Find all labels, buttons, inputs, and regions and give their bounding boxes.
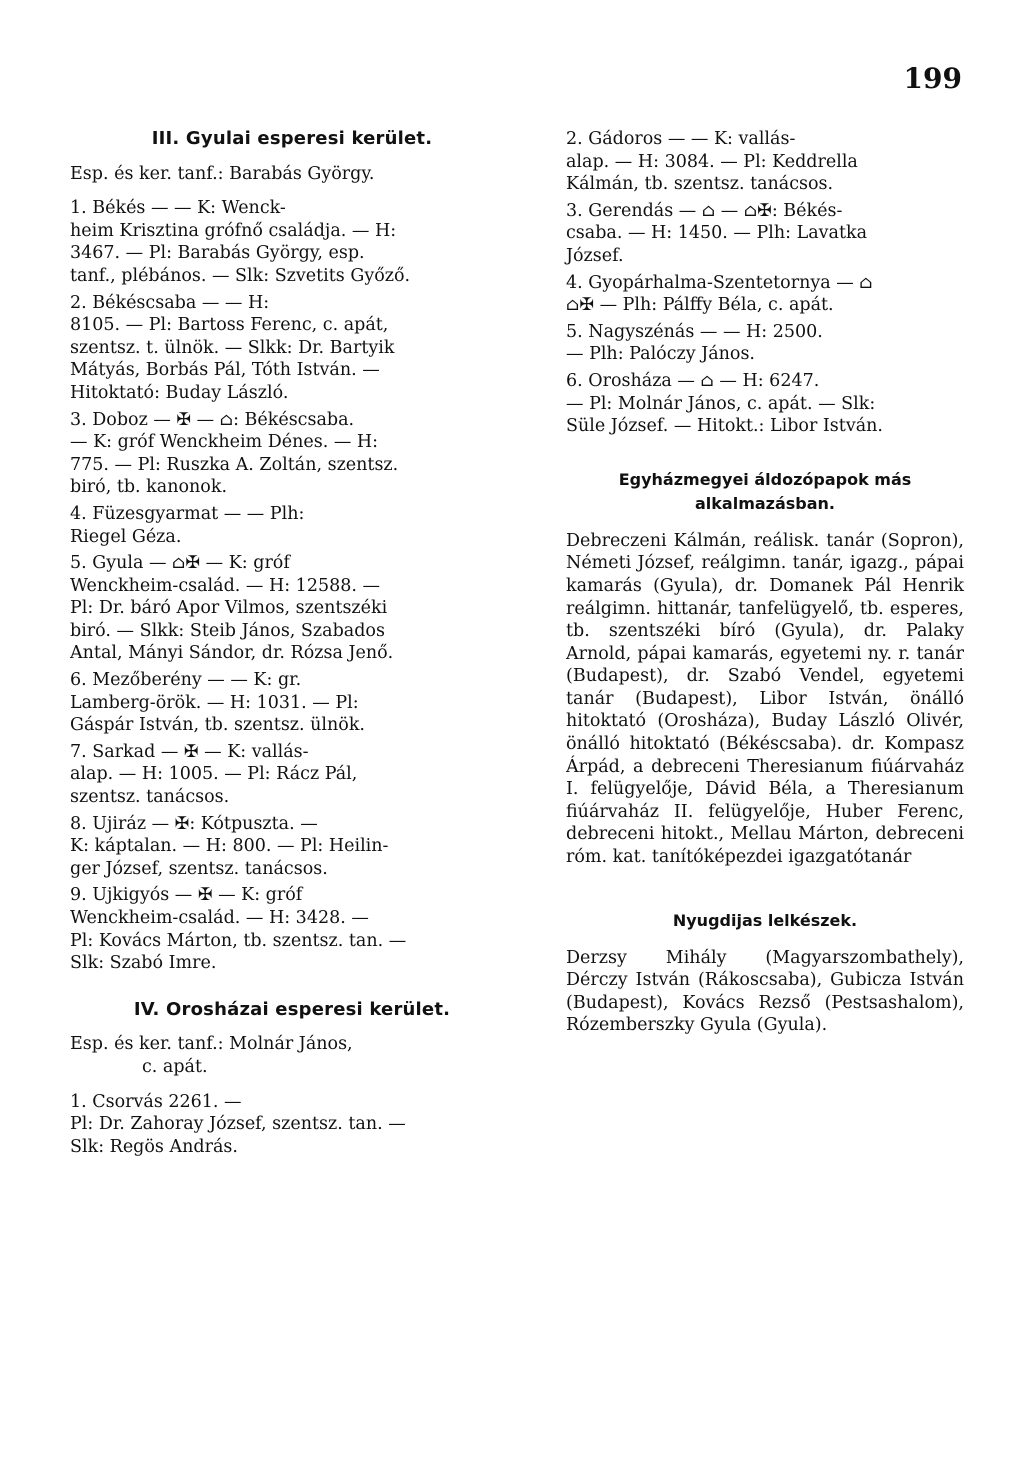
- entry-line: 5. Gyula — ⌂✠ — K: gróf: [70, 553, 290, 574]
- entry-line: 6. Mezőberény — — K: gr.: [70, 670, 302, 691]
- parish-entry: [70, 292, 514, 405]
- entry-line: Riegel Géza.: [70, 526, 182, 547]
- parish-entry: [566, 321, 964, 366]
- entry-line: — K: gróf Wenckheim Dénes. — H:: [70, 432, 379, 453]
- entry-line: 7. Sarkad — ✠ — K: vallás-: [70, 741, 309, 762]
- parish-entry: [70, 741, 514, 809]
- parish-list: [70, 1091, 514, 1159]
- parish-entry: [566, 200, 964, 268]
- entry-line: ⌂✠ — Plh: Pálffy Béla, c. apát.: [566, 295, 834, 316]
- entry-line: Gáspár István, tb. szentsz. ülnök.: [70, 715, 365, 736]
- entry-line: — Plh: Palóczy János.: [566, 344, 755, 365]
- parish-entry: [566, 272, 964, 317]
- parish-list: [70, 197, 514, 975]
- parish-entry: [70, 813, 514, 881]
- entry-line: Kálmán, tb. szentsz. tanácsos.: [566, 174, 834, 195]
- parish-entry: [70, 669, 514, 737]
- heading-line: Egyházmegyei áldozópapok más: [618, 469, 912, 489]
- parish-entry: [70, 409, 514, 499]
- entry-line: Pl: Dr. Zahoray József, szentsz. tan. —: [70, 1114, 406, 1135]
- parish-entry: [566, 370, 964, 438]
- dean-line-oroshaza: [70, 1033, 514, 1078]
- parish-entry: [70, 197, 514, 287]
- right-column: [566, 128, 964, 1037]
- page-number: 199: [903, 62, 962, 95]
- entry-line: 3467. — Pl: Barabás György, esp.: [70, 243, 365, 264]
- entry-line: 1. Békés — — K: Wenck-: [70, 198, 286, 219]
- entry-line: 2. Békéscsaba — — H:: [70, 292, 270, 313]
- entry-line: 4. Füzesgyarmat — — Plh:: [70, 503, 305, 524]
- entry-line: ger József, szentsz. tanácsos.: [70, 858, 328, 879]
- dean-line: Esp. és ker. tanf.: Molnár János,: [70, 1034, 353, 1055]
- entry-line: Wenckheim-család. — H: 3428. —: [70, 908, 369, 928]
- entry-line: 3. Doboz — ✠ — ⌂: Békéscsaba.: [70, 409, 355, 430]
- entry-line: József.: [566, 245, 624, 266]
- section-title-gyula: III. Gyulai esperesi kerület.: [151, 128, 433, 149]
- parish-entry: [70, 1091, 514, 1159]
- dean-line: Esp. és ker. tanf.: Barabás György.: [70, 163, 375, 184]
- entry-line: alap. — H: 1005. — Pl: Rácz Pál,: [70, 764, 358, 785]
- entry-line: Hitoktató: Buday László.: [70, 382, 289, 403]
- dean-line: c. apát.: [142, 1056, 208, 1077]
- entry-line: — Pl: Molnár János, c. apát. — Slk:: [566, 393, 876, 414]
- entry-line: Pl: Kovács Márton, tb. szentsz. tan. —: [70, 930, 407, 951]
- entry-line: Süle József. — Hitokt.: Libor István.: [566, 416, 883, 437]
- entry-line: 775. — Pl: Ruszka A. Zoltán, szentsz.: [70, 454, 399, 475]
- other-service-heading: [566, 468, 964, 516]
- retired-text: Derzsy Mihály (Magyarszombathely), Dérczy István (Rákoscsaba), Gubicza István (Budapest), Kovács Rezső (Pestsashalom), Rózemberszky Gyula (Gyula).: [566, 947, 964, 1036]
- parish-list: [566, 128, 964, 438]
- parish-entry: [70, 552, 514, 665]
- entry-line: 9. Ujkigyós — ✠ — K: gróf: [70, 885, 303, 906]
- entry-line: Slk: Szabó Imre.: [70, 953, 217, 974]
- entry-line: 2. Gádoros — — K: vallás-: [566, 129, 796, 149]
- left-column: [70, 128, 514, 1158]
- entry-line: 3. Gerendás — ⌂ — ⌂✠: Békés-: [566, 200, 843, 221]
- other-service-text: Debreczeni Kálmán, reálisk. tanár (Sopron), Németi József, reálgimn. tanár, igazg., pápai kamarás (Gyula), dr. Domanek Pál Henrik reálgimn. hittanár, tanfelügyelő, tb. esperes, tb. szentszéki bíró (Gyula), dr. Palaky Arnold, pápai kamarás, egyetemi ny. r. tanár (Budapest), dr. Szabó Vendel, egyetemi tanár (Budapest), Libor István, önálló hitoktató (Orosháza), Buday László Olivér, önálló hitoktató (Békéscsaba). dr. Kompasz Árpád, a debreceni Theresianum fiúárvaház I. felügyelője, Dávid Béla, a Theresianum fiúárvaház II. felügyelője, Huber Ferenc, debreceni hitokt., Mellau Márton, debreceni róm. kat. tanítóképezdei igazgatótanár: [566, 530, 964, 868]
- entry-line: csaba. — H: 1450. — Plh: Lavatka: [566, 223, 868, 244]
- entry-line: 8. Ujiráz — ✠: Kótpuszta. —: [70, 813, 318, 834]
- entry-line: Lamberg-örök. — H: 1031. — Pl:: [70, 692, 359, 713]
- entry-line: Antal, Mányi Sándor, dr. Rózsa Jenő.: [70, 643, 394, 664]
- entry-line: Slk: Regös András.: [70, 1136, 238, 1157]
- retired-heading: Nyugdijas lelkészek.: [672, 910, 858, 930]
- parish-entry: [70, 503, 514, 548]
- entry-line: K: káptalan. — H: 800. — Pl: Heilin-: [70, 836, 389, 857]
- entry-line: biró. — Slkk: Steib János, Szabados: [70, 620, 385, 641]
- entry-line: 6. Orosháza — ⌂ — H: 6247.: [566, 370, 820, 391]
- entry-line: Wenckheim-család. — H: 12588. —: [70, 575, 380, 596]
- heading-line: alkalmazásban.: [694, 493, 836, 513]
- entry-line: tanf., plébános. — Slk: Szvetits Győző.: [70, 265, 411, 286]
- entry-line: 1. Csorvás 2261. —: [70, 1091, 242, 1112]
- entry-line: Pl: Dr. báró Apor Vilmos, szentszéki: [70, 598, 388, 619]
- parish-entry: [70, 884, 514, 974]
- entry-line: Mátyás, Borbás Pál, Tóth István. —: [70, 360, 380, 381]
- entry-line: szentsz. tanácsos.: [70, 787, 230, 808]
- entry-line: 5. Nagyszénás — — H: 2500.: [566, 321, 823, 342]
- section-title-oroshaza: IV. Orosházai esperesi kerület.: [133, 998, 451, 1020]
- entry-line: szentsz. t. ülnök. — Slkk: Dr. Bartyik: [70, 337, 395, 358]
- entry-line: heim Krisztina grófnő családja. — H:: [70, 220, 397, 241]
- entry-line: 4. Gyopárhalma-Szentetornya — ⌂: [566, 272, 873, 293]
- entry-line: alap. — H: 3084. — Pl: Keddrella: [566, 151, 858, 172]
- entry-line: biró, tb. kanonok.: [70, 477, 228, 498]
- entry-line: 8105. — Pl: Bartoss Ferenc, c. apát,: [70, 315, 389, 336]
- parish-entry: [566, 128, 964, 196]
